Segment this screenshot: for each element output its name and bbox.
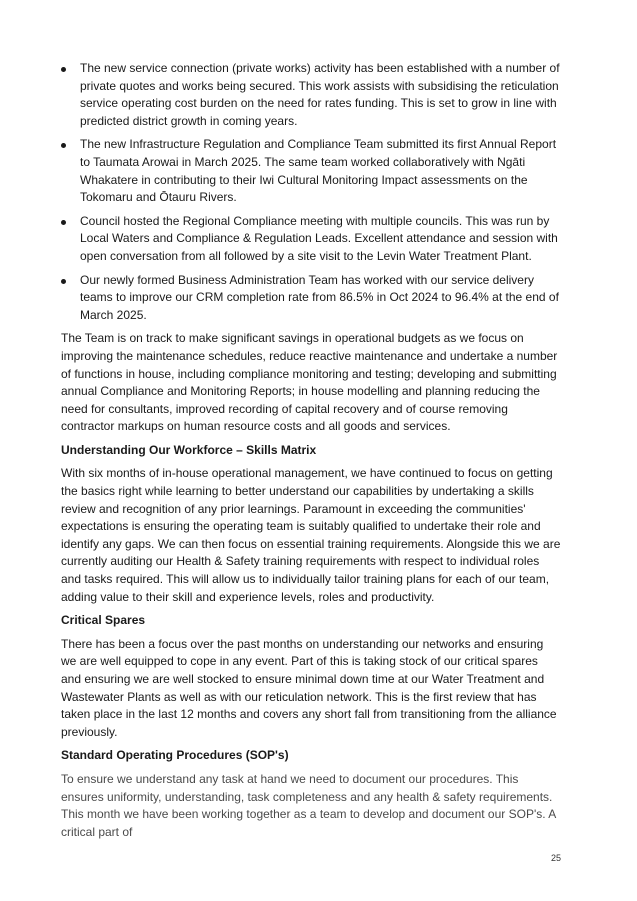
savings-paragraph: The Team is on track to make significant savings in operational budgets as we focus on improving the maintenance schedules, reduce reactive maintenance and undertake a number of functions in house, including compliance monitoring and testing; developing and submitting annual Compliance and Monitoring Reports; in house modelling and planning reducing the need for consultants, improved recording of capital recovery and of course removing contractor markups on human resource costs and all goods and services. [61,331,558,434]
summary-bullet-list [61,60,561,324]
bullet-dot-icon [61,220,66,225]
bullet-text: Our newly formed Business Administration Team has worked with our service delivery teams to improve our CRM completion rate from 86.5% in Oct 2024 to 96.4% at the end of March 2025. [80,272,559,322]
document-page [61,60,561,847]
workforce-paragraph: With six months of in-house operational management, we have continued to focus on getting the basics right while learning to better understand our capabilities by undertaking a skills review and recognition of any prior learnings. Paramount in exceeding the communities' expectations is ensuring the operating team is suitably qualified to undertake their role and identify any gaps. We can then focus on essential training requirements. Alongside this we are currently auditing our Health & Safety training requirements with respect to individual roles and tasks required. This will allow us to individually tailor training plans for each of our team, adding value to their skill and experience levels, roles and productivity. [61,466,561,604]
bullet-dot-icon [61,67,66,72]
sop-heading: Standard Operating Procedures (SOP's) [61,748,289,763]
sop-paragraph: To ensure we understand any task at hand we need to document our procedures. This ensures uniformity, understanding, task completeness and any health & safety requirements. This month we have been working together as a team to develop and document our SOP's. A critical part of [61,771,556,839]
bullet-item [61,60,561,130]
spares-heading: Critical Spares [61,613,146,628]
page-number: 25 [550,853,561,863]
spares-paragraph: There has been a focus over the past months on understanding our networks and ensuring we are well equipped to cope in any event. Part of this is taking stock of our critical spares and ensuring we are well stocked to ensure minimal down time at our Water Treatment and Wastewater Plants as well as with our reticulation network. This is the first review that has taken place in the last 12 months and covers any short fall from transitioning from the alliance previously. [61,636,557,739]
bullet-dot-icon [61,143,66,148]
bullet-text: The new Infrastructure Regulation and Compliance Team submitted its first Annual Report to Taumata Arowai in March 2025. The same team worked collaboratively with Ngāti Whakatere in contributing to their Iwi Cultural Monitoring Impact assessments on the Tokomaru and Ōtauru Rivers. [80,137,557,205]
bullet-item [61,272,561,325]
bullet-text: The new service connection (private works) activity has been established with a number of private quotes and works being secured. This work assists with subsidising the reticulation service operating cost burden on the need for rates funding. This is set to grow in line with predicted district growth in coming years. [80,61,560,128]
bullet-item [61,213,561,266]
bullet-item [61,136,561,206]
bullet-text: Council hosted the Regional Compliance meeting with multiple councils. This was run by Local Waters and Compliance & Regulation Leads. Excellent attendance and session with open conversation from all followed by a site visit to the Levin Water Treatment Plant. [80,213,558,263]
workforce-heading: Understanding Our Workforce – Skills Matrix [61,442,317,457]
bullet-dot-icon [61,279,66,284]
